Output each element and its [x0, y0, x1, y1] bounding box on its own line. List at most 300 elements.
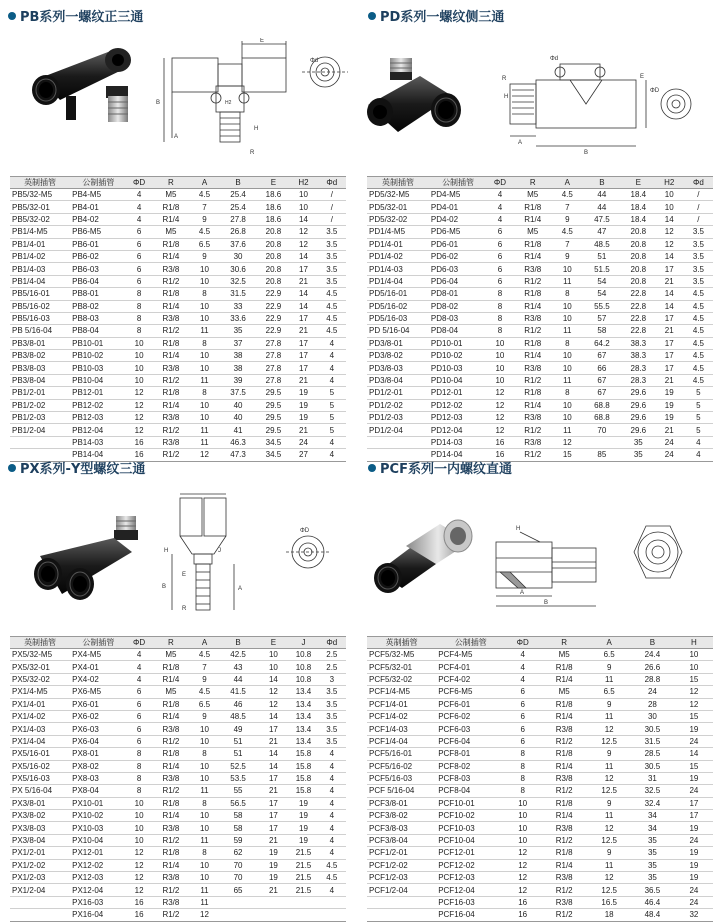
table-cell: 22.9	[258, 300, 290, 312]
table-cell: 10	[190, 723, 218, 735]
table-cell: PD5/16-03	[367, 312, 429, 324]
table-cell: R1/8	[540, 698, 588, 710]
table-cell: 49	[219, 723, 258, 735]
table-cell: PCF6-03	[436, 723, 505, 735]
table-cell: 8	[487, 325, 512, 337]
table-cell: R1/8	[151, 698, 190, 710]
table-cell: 48.4	[630, 909, 675, 921]
table-cell: 9	[588, 847, 630, 859]
table-cell: PCF12-01	[436, 847, 505, 859]
table-cell: PX3/8-01	[10, 797, 70, 809]
table-cell: 10	[190, 872, 218, 884]
table-cell: R1/4	[513, 213, 553, 225]
table-cell: 4.5	[684, 337, 713, 349]
table-cell: 19	[655, 387, 684, 399]
table-cell: 46	[219, 698, 258, 710]
table-cell: 21.5	[289, 872, 317, 884]
pb-dim-phid: Φd	[310, 58, 319, 64]
table-cell: 17	[258, 822, 290, 834]
table-row	[10, 748, 346, 760]
table-cell: 70	[219, 859, 258, 871]
table-cell: 51	[582, 250, 622, 262]
table-cell: PCF5/32-02	[367, 673, 436, 685]
pcf-dim-b: B	[544, 600, 549, 606]
table-cell: PB5/16-03	[10, 312, 70, 324]
table-cell: R1/2	[513, 374, 553, 386]
table-cell: 8	[127, 300, 152, 312]
table-cell: 21	[258, 735, 290, 747]
table-cell: 3.5	[684, 263, 713, 275]
table-cell: PB3/8-03	[10, 362, 70, 374]
table-cell: PX3/8-02	[10, 810, 70, 822]
table-cell: PCF1/2-04	[367, 884, 436, 896]
table-cell: 11	[190, 424, 218, 436]
table-cell: PX5/32-02	[10, 673, 70, 685]
table-cell: 6	[127, 723, 152, 735]
table-row	[10, 649, 346, 661]
table-cell: R1/4	[540, 810, 588, 822]
column-header: R	[151, 637, 190, 649]
table-cell: 62	[219, 847, 258, 859]
table-cell: 12.5	[588, 735, 630, 747]
table-cell: /	[318, 201, 346, 213]
table-cell: 68.8	[582, 412, 622, 424]
pd-technical-drawing	[490, 50, 710, 160]
table-cell: 6	[127, 250, 152, 262]
table-cell: 15	[675, 710, 713, 722]
table-cell: 15.8	[289, 760, 317, 772]
column-header: ΦD	[505, 637, 540, 649]
table-cell: 17	[258, 723, 290, 735]
table-cell: 11	[190, 374, 218, 386]
table-cell: PB5/32-02	[10, 213, 70, 225]
table-cell: PX10-03	[70, 822, 127, 834]
table-cell: 3.5	[318, 250, 346, 262]
table-cell: 68.8	[582, 399, 622, 411]
table-cell: 27.8	[258, 337, 290, 349]
table-cell: 24	[675, 834, 713, 846]
table-cell: R3/8	[151, 436, 190, 448]
table-cell: R3/8	[513, 263, 553, 275]
table-cell	[367, 909, 436, 921]
table-cell: 10	[190, 772, 218, 784]
table-cell: R3/8	[151, 263, 190, 275]
table-cell	[10, 436, 70, 448]
pd-dim-r: R	[502, 76, 507, 82]
table-cell: PX1/2-01	[10, 847, 70, 859]
table-cell: PB10-03	[70, 362, 127, 374]
table-cell: R1/8	[540, 661, 588, 673]
table-cell: 67	[582, 374, 622, 386]
table-cell: 8	[127, 772, 152, 784]
table-cell: R1/4	[513, 399, 553, 411]
table-cell: 13.4	[289, 723, 317, 735]
table-cell: 12.5	[588, 834, 630, 846]
px-dim-j: J	[218, 548, 221, 554]
table-cell: 27.8	[258, 350, 290, 362]
table-cell: 12	[127, 859, 152, 871]
table-row	[10, 760, 346, 772]
table-cell: 10	[553, 312, 582, 324]
bullet-icon	[368, 12, 376, 20]
table-cell: 15	[553, 449, 582, 461]
table-cell: 5	[684, 387, 713, 399]
table-cell: 4.5	[190, 189, 218, 201]
table-cell: 38	[219, 362, 258, 374]
column-header: B	[582, 177, 622, 189]
table-row	[10, 300, 346, 312]
table-cell: PCF5/32-01	[367, 661, 436, 673]
table-cell: 9	[588, 797, 630, 809]
table-cell: PD14-04	[429, 449, 487, 461]
table-cell: 9	[190, 673, 218, 685]
table-row	[367, 686, 713, 698]
table-cell: 38.3	[622, 337, 655, 349]
column-header: ΦD	[487, 177, 512, 189]
table-cell: 12	[505, 859, 540, 871]
table-cell: 21	[258, 834, 290, 846]
px-dim-r: R	[182, 606, 187, 612]
table-cell: 14	[655, 213, 684, 225]
table-cell	[367, 436, 429, 448]
table-cell: 17	[289, 350, 317, 362]
px-dim-a: A	[238, 586, 243, 592]
table-row	[367, 859, 713, 871]
table-cell: PD8-03	[429, 312, 487, 324]
pd-dim-phid-outer: ΦD	[650, 88, 660, 94]
table-cell: PB12-04	[70, 424, 127, 436]
table-cell: R1/4	[151, 859, 190, 871]
pb-fitting-photo	[30, 38, 150, 143]
table-cell: 64.2	[582, 337, 622, 349]
table-cell: 24.4	[630, 649, 675, 661]
table-row	[367, 226, 713, 238]
table-cell: 3.5	[684, 226, 713, 238]
column-header: 公制插管	[70, 637, 127, 649]
table-row	[367, 698, 713, 710]
table-cell: PX8-02	[70, 760, 127, 772]
table-cell: 4.5	[190, 686, 218, 698]
table-cell: R3/8	[513, 436, 553, 448]
table-cell: PX4-01	[70, 661, 127, 673]
table-cell: 8	[553, 337, 582, 349]
table-cell: R1/2	[151, 834, 190, 846]
table-cell: M5	[540, 686, 588, 698]
pb-dim-b: B	[156, 100, 161, 106]
table-cell: PD3/8-04	[367, 374, 429, 386]
table-cell: 21	[289, 275, 317, 287]
table-cell: 11	[588, 810, 630, 822]
table-cell: 22.9	[258, 312, 290, 324]
table-cell: 58	[219, 810, 258, 822]
table-row	[367, 909, 713, 921]
table-cell: R1/2	[540, 834, 588, 846]
table-cell: 3.5	[318, 686, 346, 698]
table-cell: 12.5	[588, 884, 630, 896]
table-cell: 19	[675, 847, 713, 859]
column-header: B	[219, 637, 258, 649]
table-cell: PD1/4-01	[367, 238, 429, 250]
table-row	[10, 772, 346, 784]
table-cell: 24	[655, 436, 684, 448]
table-cell: 29.5	[258, 387, 290, 399]
table-cell	[318, 896, 346, 908]
table-cell: 34.5	[258, 436, 290, 448]
table-cell: 21.5	[289, 847, 317, 859]
table-cell: R1/8	[151, 847, 190, 859]
table-cell: 6	[487, 275, 512, 287]
table-cell: 21	[655, 424, 684, 436]
table-cell: 18.4	[622, 201, 655, 213]
table-cell: R1/8	[540, 797, 588, 809]
table-cell: 20.8	[258, 226, 290, 238]
table-cell: 15.8	[289, 785, 317, 797]
table-cell: PB1/2-02	[10, 399, 70, 411]
column-header: 英制插管	[367, 637, 436, 649]
table-cell: PX10-02	[70, 810, 127, 822]
table-row	[10, 362, 346, 374]
table-cell: 54	[582, 288, 622, 300]
table-cell: 12	[675, 698, 713, 710]
bullet-icon	[368, 464, 376, 472]
table-cell: 57	[582, 312, 622, 324]
table-row	[367, 772, 713, 784]
table-cell: 8	[190, 797, 218, 809]
table-cell: PD10-02	[429, 350, 487, 362]
table-cell: 4	[318, 374, 346, 386]
table-cell: R1/2	[540, 884, 588, 896]
table-cell: R3/8	[151, 872, 190, 884]
table-cell: 12	[127, 412, 152, 424]
table-cell: 10	[127, 362, 152, 374]
table-cell: 36.5	[630, 884, 675, 896]
table-cell: 20.8	[622, 238, 655, 250]
table-cell: /	[684, 201, 713, 213]
table-cell: 9	[588, 748, 630, 760]
table-cell	[367, 896, 436, 908]
table-cell: 8	[553, 387, 582, 399]
table-cell: 41	[219, 424, 258, 436]
table-cell: 21	[655, 325, 684, 337]
table-cell: 4.5	[553, 226, 582, 238]
table-cell: 29.6	[622, 399, 655, 411]
table-cell: PCF8-02	[436, 760, 505, 772]
table-cell: 5	[318, 424, 346, 436]
pcf-spec-table	[367, 636, 713, 922]
table-cell: PD3/8-02	[367, 350, 429, 362]
table-cell: PB1/2-03	[10, 412, 70, 424]
table-cell: 58	[582, 325, 622, 337]
table-cell: 32.5	[219, 275, 258, 287]
table-row	[10, 847, 346, 859]
table-cell: R3/8	[513, 312, 553, 324]
table-row	[367, 350, 713, 362]
column-header: 英制插管	[10, 177, 70, 189]
table-row	[367, 723, 713, 735]
table-cell: 28.5	[630, 748, 675, 760]
table-cell: R3/8	[151, 772, 190, 784]
table-cell: R1/4	[151, 250, 190, 262]
table-row	[10, 312, 346, 324]
table-cell: 12	[487, 412, 512, 424]
pd-dim-e: E	[640, 74, 645, 80]
table-cell: 6	[127, 698, 152, 710]
table-cell: 12	[190, 909, 218, 921]
table-cell: PB6-M5	[70, 226, 127, 238]
table-cell: 8	[505, 785, 540, 797]
table-cell: 16	[487, 449, 512, 461]
table-cell: 19	[289, 822, 317, 834]
table-cell: 29.5	[258, 412, 290, 424]
table-cell: PX8-03	[70, 772, 127, 784]
table-cell: M5	[540, 649, 588, 661]
table-cell: R3/8	[540, 723, 588, 735]
table-cell: R3/8	[151, 412, 190, 424]
table-row	[10, 250, 346, 262]
table-cell: R3/8	[513, 362, 553, 374]
pcf-dim-a: A	[520, 590, 525, 596]
table-row	[367, 785, 713, 797]
table-cell: 13.4	[289, 735, 317, 747]
table-cell: 24	[655, 449, 684, 461]
table-row	[10, 288, 346, 300]
table-cell: 33	[219, 300, 258, 312]
table-cell: 20.8	[622, 250, 655, 262]
px-dim-b: B	[162, 584, 167, 590]
table-row	[367, 374, 713, 386]
table-cell: PB12-02	[70, 399, 127, 411]
table-cell: PX3/8-03	[10, 822, 70, 834]
table-cell: 27.8	[219, 213, 258, 225]
table-cell: PD8-02	[429, 300, 487, 312]
section-title-pb	[8, 6, 143, 25]
table-cell: PCF10-03	[436, 822, 505, 834]
table-cell: 19	[675, 772, 713, 784]
table-cell: PX1/2-04	[10, 884, 70, 896]
table-cell: PD1/4-03	[367, 263, 429, 275]
table-cell: 5	[318, 387, 346, 399]
table-cell: 17	[655, 337, 684, 349]
table-cell: 20.8	[622, 263, 655, 275]
table-row	[367, 649, 713, 661]
table-cell: PCF3/8-04	[367, 834, 436, 846]
table-cell: R1/2	[151, 735, 190, 747]
table-cell: 21	[258, 785, 290, 797]
table-cell: PB1/4-02	[10, 250, 70, 262]
table-cell: 6	[505, 723, 540, 735]
table-cell: 31.5	[219, 288, 258, 300]
table-cell: 4.5	[318, 300, 346, 312]
table-cell: 8	[127, 288, 152, 300]
table-cell	[289, 909, 317, 921]
column-header: R	[540, 637, 588, 649]
table-cell: 8	[190, 337, 218, 349]
table-cell: 35	[622, 436, 655, 448]
table-cell: 21.5	[289, 859, 317, 871]
table-cell: R1/4	[540, 859, 588, 871]
table-cell: 12	[505, 872, 540, 884]
pb-dim-e: E	[260, 38, 265, 44]
table-cell: 33.6	[219, 312, 258, 324]
table-cell: 21	[655, 374, 684, 386]
table-cell: PD8-01	[429, 288, 487, 300]
table-row	[10, 325, 346, 337]
table-cell: 48.5	[582, 238, 622, 250]
table-cell: 6.5	[588, 649, 630, 661]
table-cell: 51.5	[582, 263, 622, 275]
table-cell: 17	[675, 810, 713, 822]
table-cell: PB6-04	[70, 275, 127, 287]
table-cell: 4	[127, 673, 152, 685]
table-cell	[258, 909, 290, 921]
table-row	[10, 822, 346, 834]
table-cell: 14	[289, 250, 317, 262]
section-title-px	[8, 458, 145, 477]
table-cell: 4.5	[684, 350, 713, 362]
pb-dim-h2: H2	[225, 100, 232, 106]
table-cell: 6	[505, 698, 540, 710]
table-cell: 10.8	[289, 661, 317, 673]
table-cell: PB1/4-M5	[10, 226, 70, 238]
table-cell: 12	[127, 387, 152, 399]
table-cell: PX5/32-01	[10, 661, 70, 673]
table-cell: 24	[630, 686, 675, 698]
table-cell	[258, 896, 290, 908]
table-cell: 14	[258, 673, 290, 685]
table-cell: 10	[190, 312, 218, 324]
table-cell: 8	[127, 325, 152, 337]
table-cell: 8	[190, 387, 218, 399]
table-cell: 11	[588, 760, 630, 772]
table-cell: 12	[487, 387, 512, 399]
table-row	[367, 424, 713, 436]
table-cell: R3/8	[151, 362, 190, 374]
table-cell: 35	[630, 872, 675, 884]
table-cell: 10	[553, 362, 582, 374]
table-cell: PCF5/16-03	[367, 772, 436, 784]
table-cell: 11	[553, 374, 582, 386]
table-row	[367, 325, 713, 337]
table-cell: PB3/8-01	[10, 337, 70, 349]
table-cell: PB12-03	[70, 412, 127, 424]
table-cell: 10	[487, 350, 512, 362]
table-cell: 30.5	[630, 760, 675, 772]
table-row	[10, 424, 346, 436]
table-cell: 32.5	[630, 785, 675, 797]
table-cell: PCF6-02	[436, 710, 505, 722]
table-cell: 27	[289, 449, 317, 461]
table-cell: 4.5	[684, 288, 713, 300]
table-cell: 19	[675, 859, 713, 871]
table-cell: PB1/4-01	[10, 238, 70, 250]
table-row	[367, 872, 713, 884]
table-cell: 34	[630, 810, 675, 822]
table-cell: PCF12-03	[436, 872, 505, 884]
table-row	[367, 288, 713, 300]
table-cell: 6	[487, 250, 512, 262]
table-cell: 4	[127, 189, 152, 201]
table-cell: PB4-01	[70, 201, 127, 213]
table-cell: 15.8	[289, 772, 317, 784]
table-cell: PB 5/16-04	[10, 325, 70, 337]
table-cell: 17	[655, 263, 684, 275]
table-cell: 6	[505, 735, 540, 747]
table-cell: PD5/32-M5	[367, 189, 429, 201]
pd-dim-b: B	[584, 150, 589, 156]
table-cell: 4	[318, 350, 346, 362]
table-cell: 6	[127, 710, 152, 722]
table-cell: /	[318, 189, 346, 201]
